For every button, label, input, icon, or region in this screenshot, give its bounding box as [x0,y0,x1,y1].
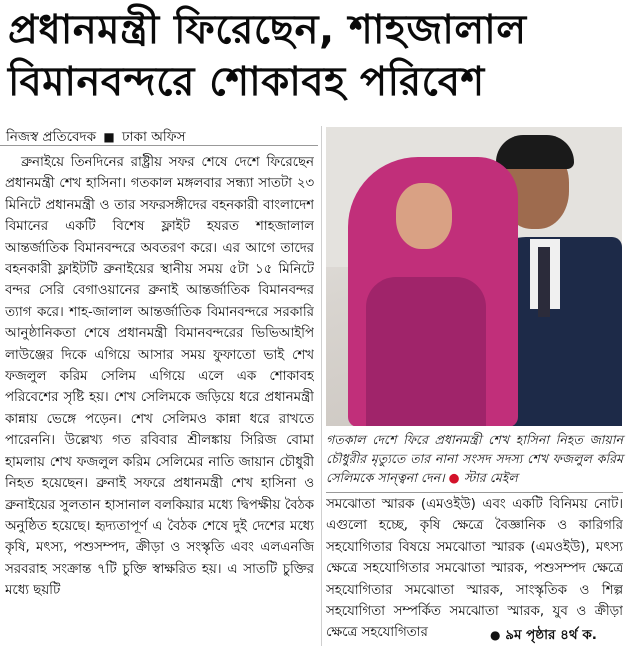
article-left-column: ব্রুনাইয়ে তিনদিনের রাষ্ট্রীয় সফর শেষে দেশে ফিরেছেন প্রধানমন্ত্রী শেখ হাসিনা। গতকাল মঙ্গলবার সন্ধ্যা সাতটা ২৩ মিনিটে প্রধানমন্ত্রী ও তার সফরসঙ্গীদের বহনকারী বাংলাদেশ বিমানের একটি বিশেষ ফ্লাইট হযরত শাহজালাল আন্তর্জাতিক বিমানবন্দরে অবতরণ করে। এর আগে তাদের বহনকারী ফ্লাইটটি ব্রুনাইয়ের স্থানীয় সময় ৫টা ১৫ মিনিটে বন্দর সেরি বেগাওয়ানের ব্রুনাই আন্তর্জাতিক বিমানবন্দর ত্যাগ করে। শাহ-জালাল আন্তর্জাতিক বিমানবন্দরে সরকারি আনুষ্ঠানিকতা শেষে প্রধানমন্ত্রী বিমানবন্দরের ভিভিআইপি লাউঞ্জের দিকে এগিয়ে আসার সময় ফুফাতো ভাই শেখ ফজলুল করিম সেলিম এগিয়ে এলে এক শোকাবহ পরিবেশের সৃষ্টি হয়। শেখ সেলিমকে জড়িয়ে ধরে প্রধানমন্ত্রী কান্নায় ভেঙ্গে পড়েন। শেখ সেলিমও কান্না ধরে রাখতে পারেননি। উল্লেখ্য গত রবিবার শ্রীলঙ্কায় সিরিজ বোমা হামলায় শেখ ফজলুল করিম সেলিমের নাতি জায়ান চৌধুরী নিহত হয়েছেন। ব্রুনাই সফরে প্রধানমন্ত্রী শেখ হাসিনা ও ব্রুনাইয়ের সুলতান হাসানাল বলকিয়ার মধ্যে দ্বিপক্ষীয় বৈঠক অনুষ্ঠিত হয়েছে। হৃদ্যতাপূর্ণ এ বৈঠক শেষে দুই দেশের মধ্যে কৃষি, মৎস্য, পশুসম্পদ, ক্রীড়া ও সংস্কৃতি এবং এলএনজি সরবরাহ সংক্রান্ত ৭টি চুক্তি স্বাক্ষরিত হয়। এ সাতটি চুক্তির মধ্যে ছয়টি [5,155,314,599]
byline-rule [0,145,318,146]
photo-caption [326,430,623,487]
photo-woman-face [396,183,452,249]
headline-line-1: প্রধানমন্ত্রী ফিরেছেন, শাহজালাল [8,7,527,53]
photo-credit: স্টার মেইল [463,470,518,485]
byline-separator: ■ [103,130,115,144]
photo-man-hair [496,135,574,169]
news-photo [326,127,622,426]
byline-reporter: নিজস্ব প্রতিবেদক [6,129,97,145]
column-divider [321,126,322,646]
photo-woman-sari-fold [366,277,486,426]
byline-office: ঢাকা অফিস [122,129,186,145]
continued-on-page[interactable] [490,624,597,647]
jump-text: ৯ম পৃষ্ঠার ৪র্থ ক. [505,627,597,643]
headline [8,4,622,108]
jump-bullet: ● [490,628,501,642]
photo-man-tie [538,247,550,317]
photo-caption-text: গতকাল দেশে ফিরে প্রধানমন্ত্রী শেখ হাসিনা নিহত জায়ান চৌধুরীর মৃত্যুতে তার নানা সংসদ সদস্য শেখ ফজলুল করিম সেলিমকে সান্ত্বনা দেন। [326,432,623,485]
credit-bullet: ● [448,470,460,485]
article-right-column: সমঝোতা স্মারক (এমওইউ) এবং একটি বিনিময় নোট। এগুলো হচ্ছে, কৃষি ক্ষেত্রে বৈজ্ঞানিক ও কারিগরি সহযোগিতার বিষয়ে সমঝোতা স্মারক (এমওইউ), মৎস্য ক্ষেত্রে সহযোগিতার সমঝোতা স্মারক, পশুসম্পদ ক্ষেত্রে সহযোগিতার সমঝোতা স্মারক, সাংস্কৃতিক ও শিল্প সহযোগিতা সম্পর্কিত সমঝোতা স্মারক, যুব ও ক্রীড়া ক্ষেত্রে সহযোগিতার [326,497,623,641]
headline-line-2: বিমানবন্দরে শোকাবহ পরিবেশ [8,59,485,105]
caption-rule [326,492,623,493]
